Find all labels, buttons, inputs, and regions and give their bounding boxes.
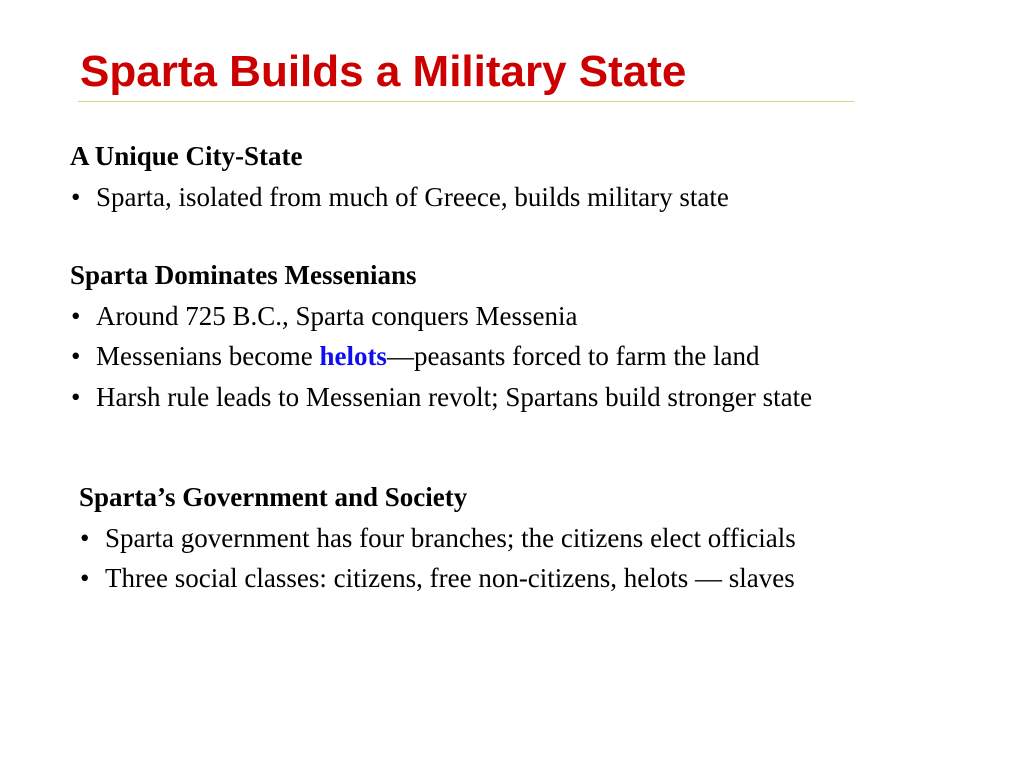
bullet-point-icon: • xyxy=(71,300,81,331)
bullet-list xyxy=(70,177,970,218)
section-sparta-dominates-messenians xyxy=(70,255,970,417)
title-underline xyxy=(78,101,854,102)
bullet-point-icon: • xyxy=(71,181,81,212)
key-term-helots: helots xyxy=(319,341,387,371)
section-heading: Sparta Dominates Messenians xyxy=(70,260,417,290)
bullet-text-after: —peasants forced to farm the land xyxy=(386,341,760,371)
section-heading: A Unique City-State xyxy=(70,141,303,171)
bullet-text: Sparta government has four branches; the citizens elect officials xyxy=(105,522,796,553)
bullet-text: Sparta, isolated from much of Greece, builds military state xyxy=(96,181,729,212)
bullet-point-icon: • xyxy=(80,522,90,553)
bullet-text: Harsh rule leads to Messenian revolt; Spartans build stronger state xyxy=(96,381,813,412)
bullet-item xyxy=(70,177,970,218)
bullet-text-before: Messenians become xyxy=(96,341,320,371)
bullet-item xyxy=(70,377,970,418)
section-heading: Sparta’s Government and Society xyxy=(79,482,468,512)
bullet-item xyxy=(79,558,1024,599)
slide-title: Sparta Builds a Military State xyxy=(80,47,687,96)
section-unique-city-state xyxy=(70,136,970,217)
bullet-point-icon: • xyxy=(71,341,81,371)
bullet-list xyxy=(70,296,970,418)
bullet-item xyxy=(79,518,1024,559)
bullet-text: Around 725 B.C., Sparta conquers Messenia xyxy=(96,300,578,331)
bullet-list xyxy=(79,518,1024,599)
bullet-item xyxy=(70,296,970,337)
section-government-and-society xyxy=(79,477,1024,599)
bullet-point-icon: • xyxy=(80,563,90,593)
bullet-text: Three social classes: citizens, free non-citizens, helots — slaves xyxy=(105,563,795,593)
bullet-item xyxy=(70,336,970,377)
bullet-point-icon: • xyxy=(71,381,81,412)
